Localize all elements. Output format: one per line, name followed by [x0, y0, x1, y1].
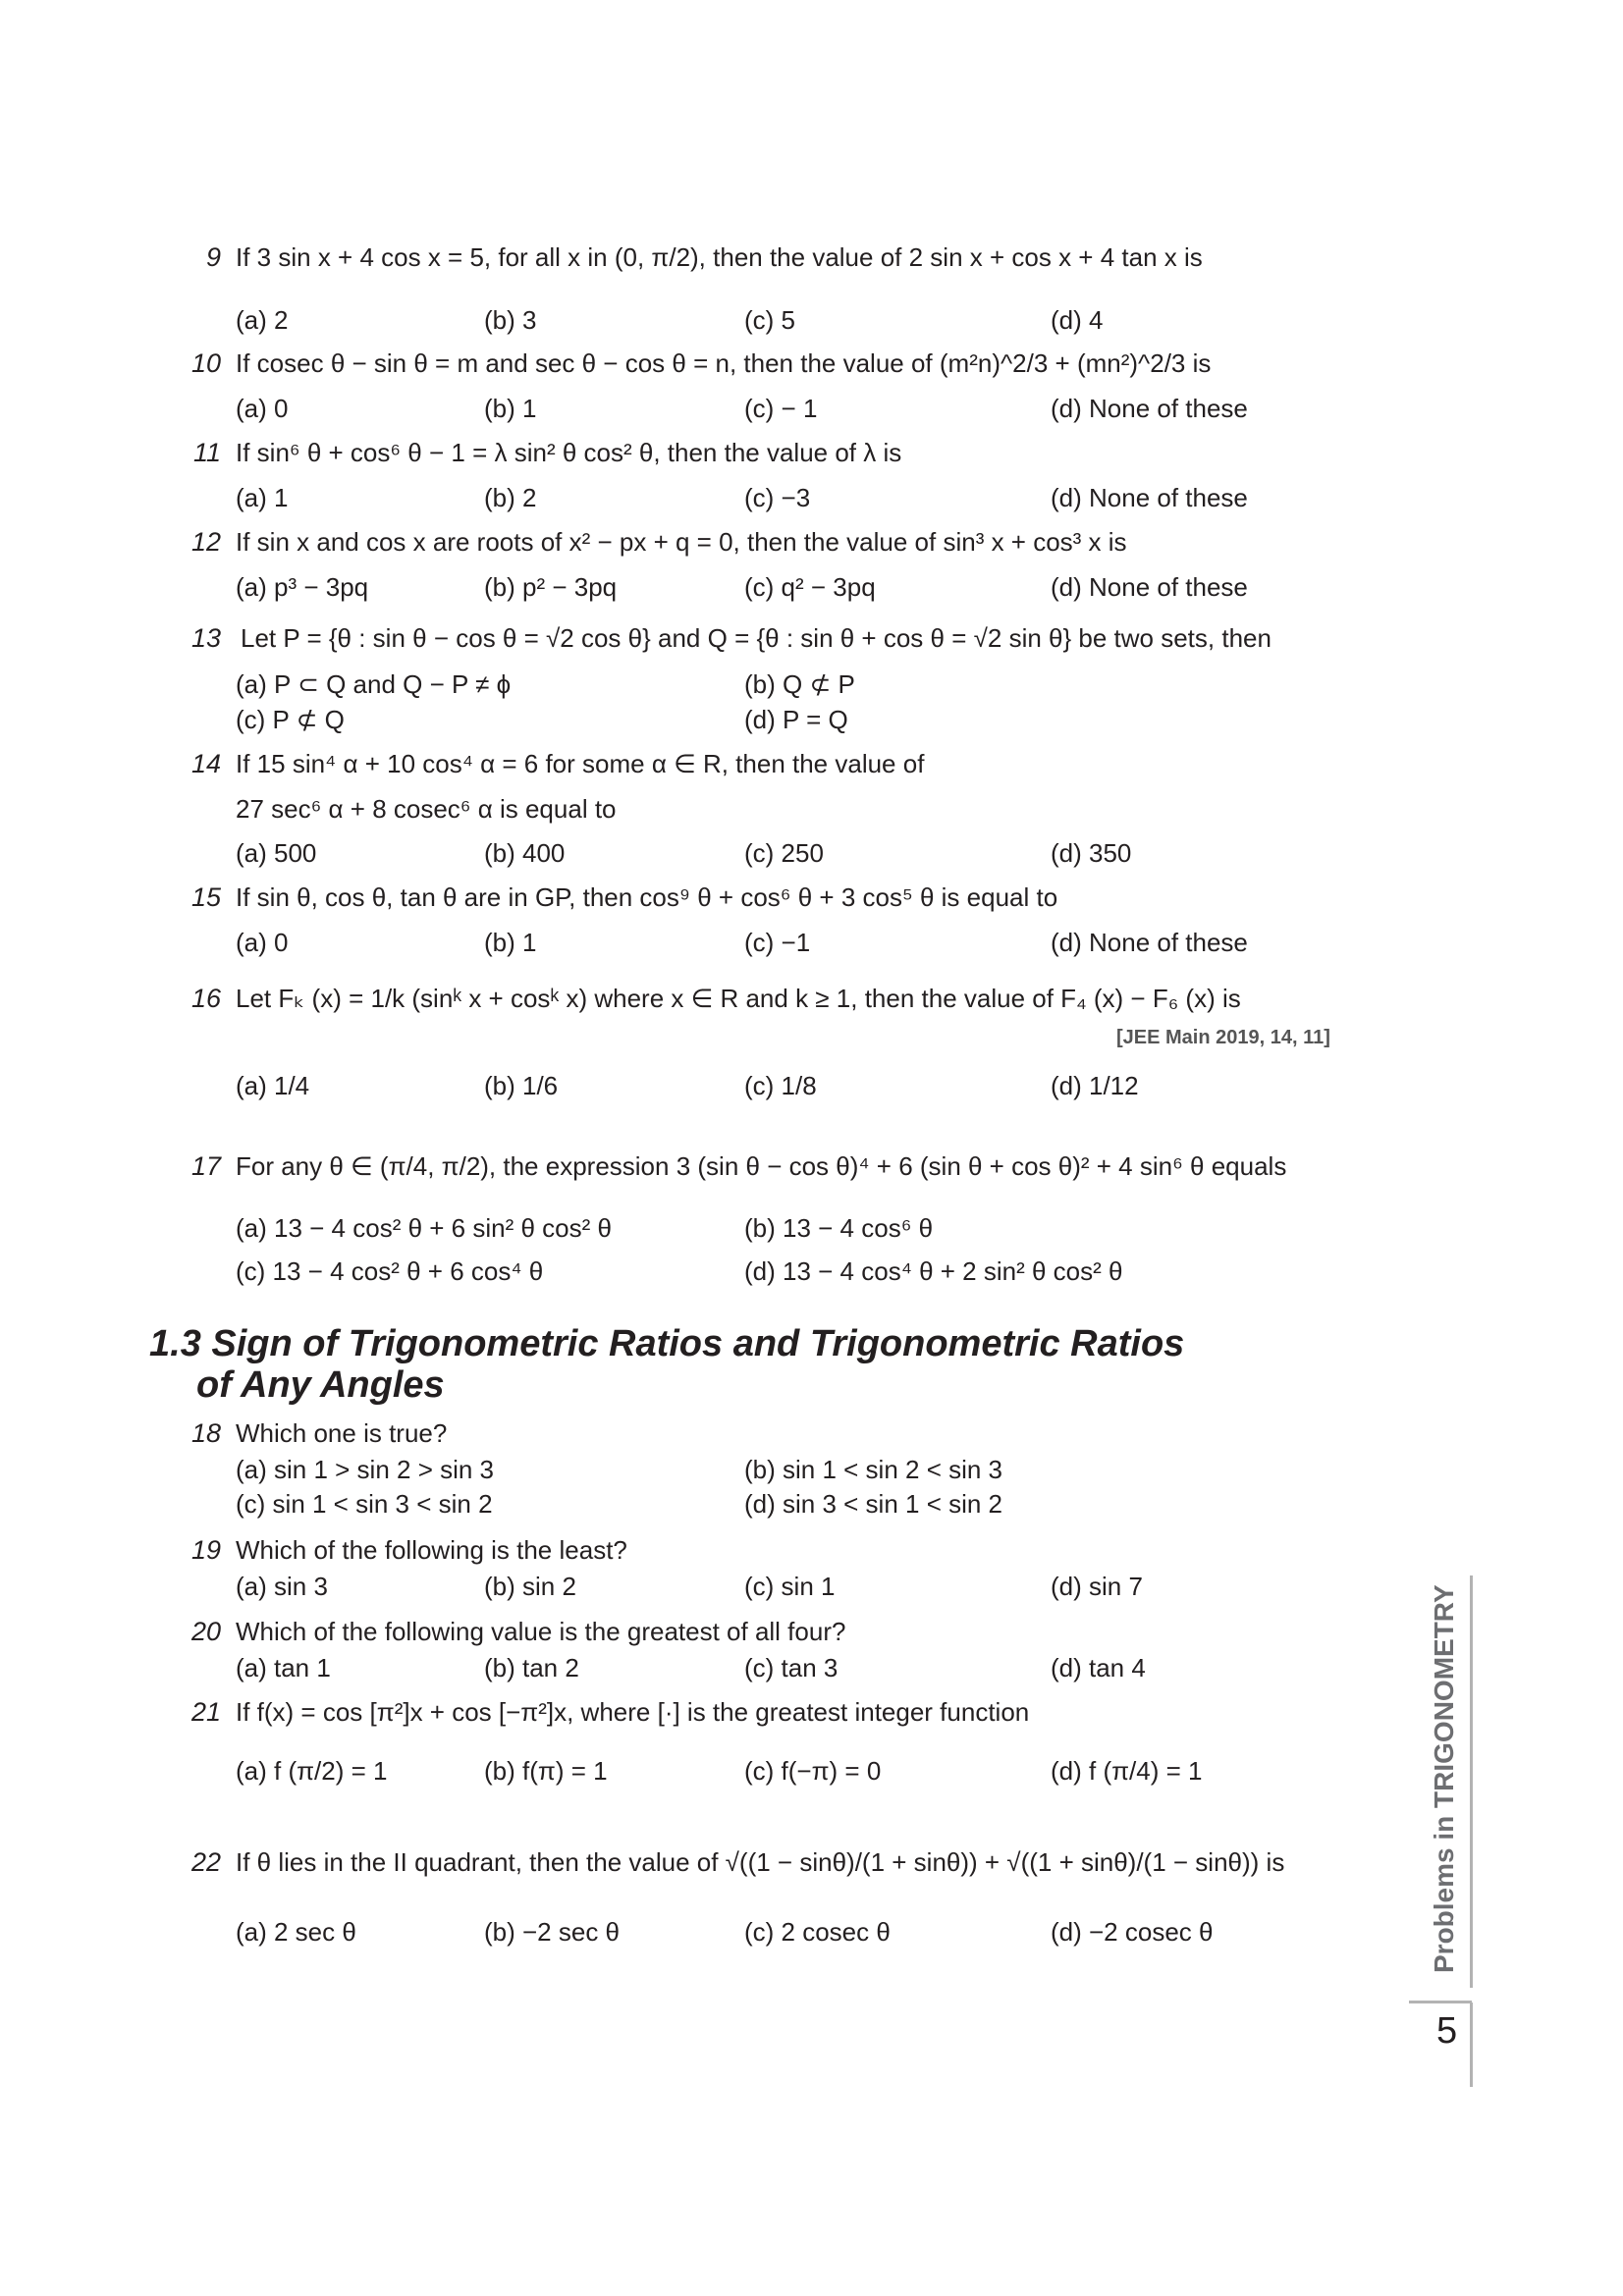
option-a[interactable]: (a) sin 3 [236, 1572, 328, 1601]
question-number: 16 [190, 984, 221, 1013]
option-d[interactable]: (d) 350 [1051, 838, 1132, 868]
section-heading-continued: of Any Angles [196, 1364, 445, 1406]
question-number: 12 [190, 527, 221, 557]
option-c[interactable]: (c) P ⊄ Q [236, 705, 345, 734]
option-a[interactable]: (a) 2 [236, 305, 289, 335]
option-c[interactable]: (c) − 1 [744, 394, 818, 423]
side-running-title: Problems in TRIGONOMETRY [1429, 1584, 1459, 1973]
page-number: 5 [1436, 2010, 1458, 2052]
option-a[interactable]: (a) 0 [236, 928, 289, 957]
question-number: 9 [205, 242, 221, 272]
question-text: If sin θ, cos θ, tan θ are in GP, then cos⁹ θ + cos⁶ θ + 3 cos⁵ θ is equal to [236, 882, 1058, 912]
option-b[interactable]: (b) −2 sec θ [484, 1917, 621, 1947]
option-b[interactable]: (b) 1/6 [484, 1071, 559, 1100]
question-text: Which one is true? [236, 1418, 448, 1448]
option-b[interactable]: (b) p² − 3pq [484, 572, 618, 602]
question-text: If θ lies in the II quadrant, then the value of √((1 − sinθ)/(1 + sinθ)) + √((1 + sinθ)/(1 − sinθ)) is [236, 1847, 1285, 1877]
question-number: 19 [190, 1535, 221, 1565]
question-number: 22 [190, 1847, 221, 1877]
option-c[interactable]: (c) −3 [744, 483, 811, 512]
option-c[interactable]: (c) f(−π) = 0 [744, 1756, 882, 1786]
question-text: If sin⁶ θ + cos⁶ θ − 1 = λ sin² θ cos² θ, then the value of λ is [236, 438, 902, 467]
option-b[interactable]: (b) 13 − 4 cos⁶ θ [744, 1213, 934, 1243]
exam-reference: [JEE Main 2019, 14, 11] [1116, 1027, 1330, 1048]
question-number: 18 [190, 1418, 221, 1448]
option-d[interactable]: (d) None of these [1051, 483, 1248, 512]
section-heading: 1.3 Sign of Trigonometric Ratios and Trigonometric Ratios [149, 1323, 1185, 1364]
question-text: If 3 sin x + 4 cos x = 5, for all x in (0, π/2), then the value of 2 sin x + cos x + 4 tan x is [236, 242, 1203, 272]
option-a[interactable]: (a) 500 [236, 838, 317, 868]
option-b[interactable]: (b) 1 [484, 394, 537, 423]
option-d[interactable]: (d) f (π/4) = 1 [1051, 1756, 1203, 1786]
option-a[interactable]: (a) f (π/2) = 1 [236, 1756, 388, 1786]
question-text: Which of the following is the least? [236, 1535, 627, 1565]
option-d[interactable]: (d) P = Q [744, 705, 848, 734]
page-number-bar [1470, 2002, 1473, 2087]
option-b[interactable]: (b) 1 [484, 928, 537, 957]
option-b[interactable]: (b) sin 2 [484, 1572, 576, 1601]
option-c[interactable]: (c) 13 − 4 cos² θ + 6 cos⁴ θ [236, 1256, 544, 1286]
option-c[interactable]: (c) tan 3 [744, 1653, 839, 1682]
option-d[interactable]: (d) −2 cosec θ [1051, 1917, 1214, 1947]
question-number: 13 [190, 623, 221, 653]
option-d[interactable]: (d) 13 − 4 cos⁴ θ + 2 sin² θ cos² θ [744, 1256, 1123, 1286]
option-b[interactable]: (b) 3 [484, 305, 537, 335]
option-b[interactable]: (b) f(π) = 1 [484, 1756, 608, 1786]
question-text: If sin x and cos x are roots of x² − px + q = 0, then the value of sin³ x + cos³ x is [236, 527, 1127, 557]
option-d[interactable]: (d) tan 4 [1051, 1653, 1146, 1682]
question-number: 20 [190, 1617, 221, 1646]
option-b[interactable]: (b) Q ⊄ P [744, 669, 855, 699]
question-text: Let P = {θ : sin θ − cos θ = √2 cos θ} and Q = {θ : sin θ + cos θ = √2 sin θ} be two sets, then [241, 623, 1271, 653]
question-text: If cosec θ − sin θ = m and sec θ − cos θ = n, then the value of (m²n)^2/3 + (mn²)^2/3 is [236, 348, 1212, 378]
option-b[interactable]: (b) tan 2 [484, 1653, 579, 1682]
option-c[interactable]: (c) sin 1 < sin 3 < sin 2 [236, 1489, 493, 1519]
side-divider [1470, 1575, 1473, 1988]
option-c[interactable]: (c) 2 cosec θ [744, 1917, 891, 1947]
option-b[interactable]: (b) 2 [484, 483, 537, 512]
option-c[interactable]: (c) 250 [744, 838, 824, 868]
question-text: Let Fₖ (x) = 1/k (sinᵏ x + cosᵏ x) where x ∈ R and k ≥ 1, then the value of F₄ (x) − F₆ (x) is [236, 984, 1241, 1013]
question-text: If f(x) = cos [π²]x + cos [−π²]x, where [·] is the greatest integer function [236, 1697, 1030, 1727]
question-number: 10 [190, 348, 221, 378]
option-a[interactable]: (a) 1 [236, 483, 289, 512]
option-c[interactable]: (c) −1 [744, 928, 811, 957]
option-a[interactable]: (a) 1/4 [236, 1071, 310, 1100]
option-a[interactable]: (a) sin 1 > sin 2 > sin 3 [236, 1455, 495, 1484]
question-number: 21 [190, 1697, 221, 1727]
option-d[interactable]: (d) 4 [1051, 305, 1104, 335]
option-a[interactable]: (a) 0 [236, 394, 289, 423]
question-number: 11 [192, 438, 221, 467]
option-c[interactable]: (c) 5 [744, 305, 795, 335]
option-a[interactable]: (a) p³ − 3pq [236, 572, 369, 602]
option-d[interactable]: (d) None of these [1051, 572, 1248, 602]
option-d[interactable]: (d) None of these [1051, 928, 1248, 957]
option-a[interactable]: (a) 13 − 4 cos² θ + 6 sin² θ cos² θ [236, 1213, 612, 1243]
question-text: Which of the following value is the greatest of all four? [236, 1617, 846, 1646]
option-c[interactable]: (c) 1/8 [744, 1071, 817, 1100]
question-number: 14 [190, 749, 221, 778]
option-b[interactable]: (b) sin 1 < sin 2 < sin 3 [744, 1455, 1003, 1484]
option-b[interactable]: (b) 400 [484, 838, 566, 868]
question-text-continued: 27 sec⁶ α + 8 cosec⁶ α is equal to [236, 794, 617, 824]
option-d[interactable]: (d) None of these [1051, 394, 1248, 423]
option-c[interactable]: (c) q² − 3pq [744, 572, 876, 602]
option-a[interactable]: (a) tan 1 [236, 1653, 331, 1682]
question-text: For any θ ∈ (π/4, π/2), the expression 3 (sin θ − cos θ)⁴ + 6 (sin θ + cos θ)² + 4 sin⁶ θ equals [236, 1151, 1287, 1181]
option-d[interactable]: (d) 1/12 [1051, 1071, 1139, 1100]
question-number: 15 [190, 882, 221, 912]
question-number: 17 [190, 1151, 221, 1181]
option-d[interactable]: (d) sin 3 < sin 1 < sin 2 [744, 1489, 1003, 1519]
option-d[interactable]: (d) sin 7 [1051, 1572, 1143, 1601]
option-a[interactable]: (a) P ⊂ Q and Q − P ≠ ϕ [236, 669, 512, 699]
page-number-rule [1409, 2001, 1472, 2003]
option-a[interactable]: (a) 2 sec θ [236, 1917, 356, 1947]
question-text: If 15 sin⁴ α + 10 cos⁴ α = 6 for some α ∈ R, then the value of [236, 749, 925, 778]
option-c[interactable]: (c) sin 1 [744, 1572, 836, 1601]
